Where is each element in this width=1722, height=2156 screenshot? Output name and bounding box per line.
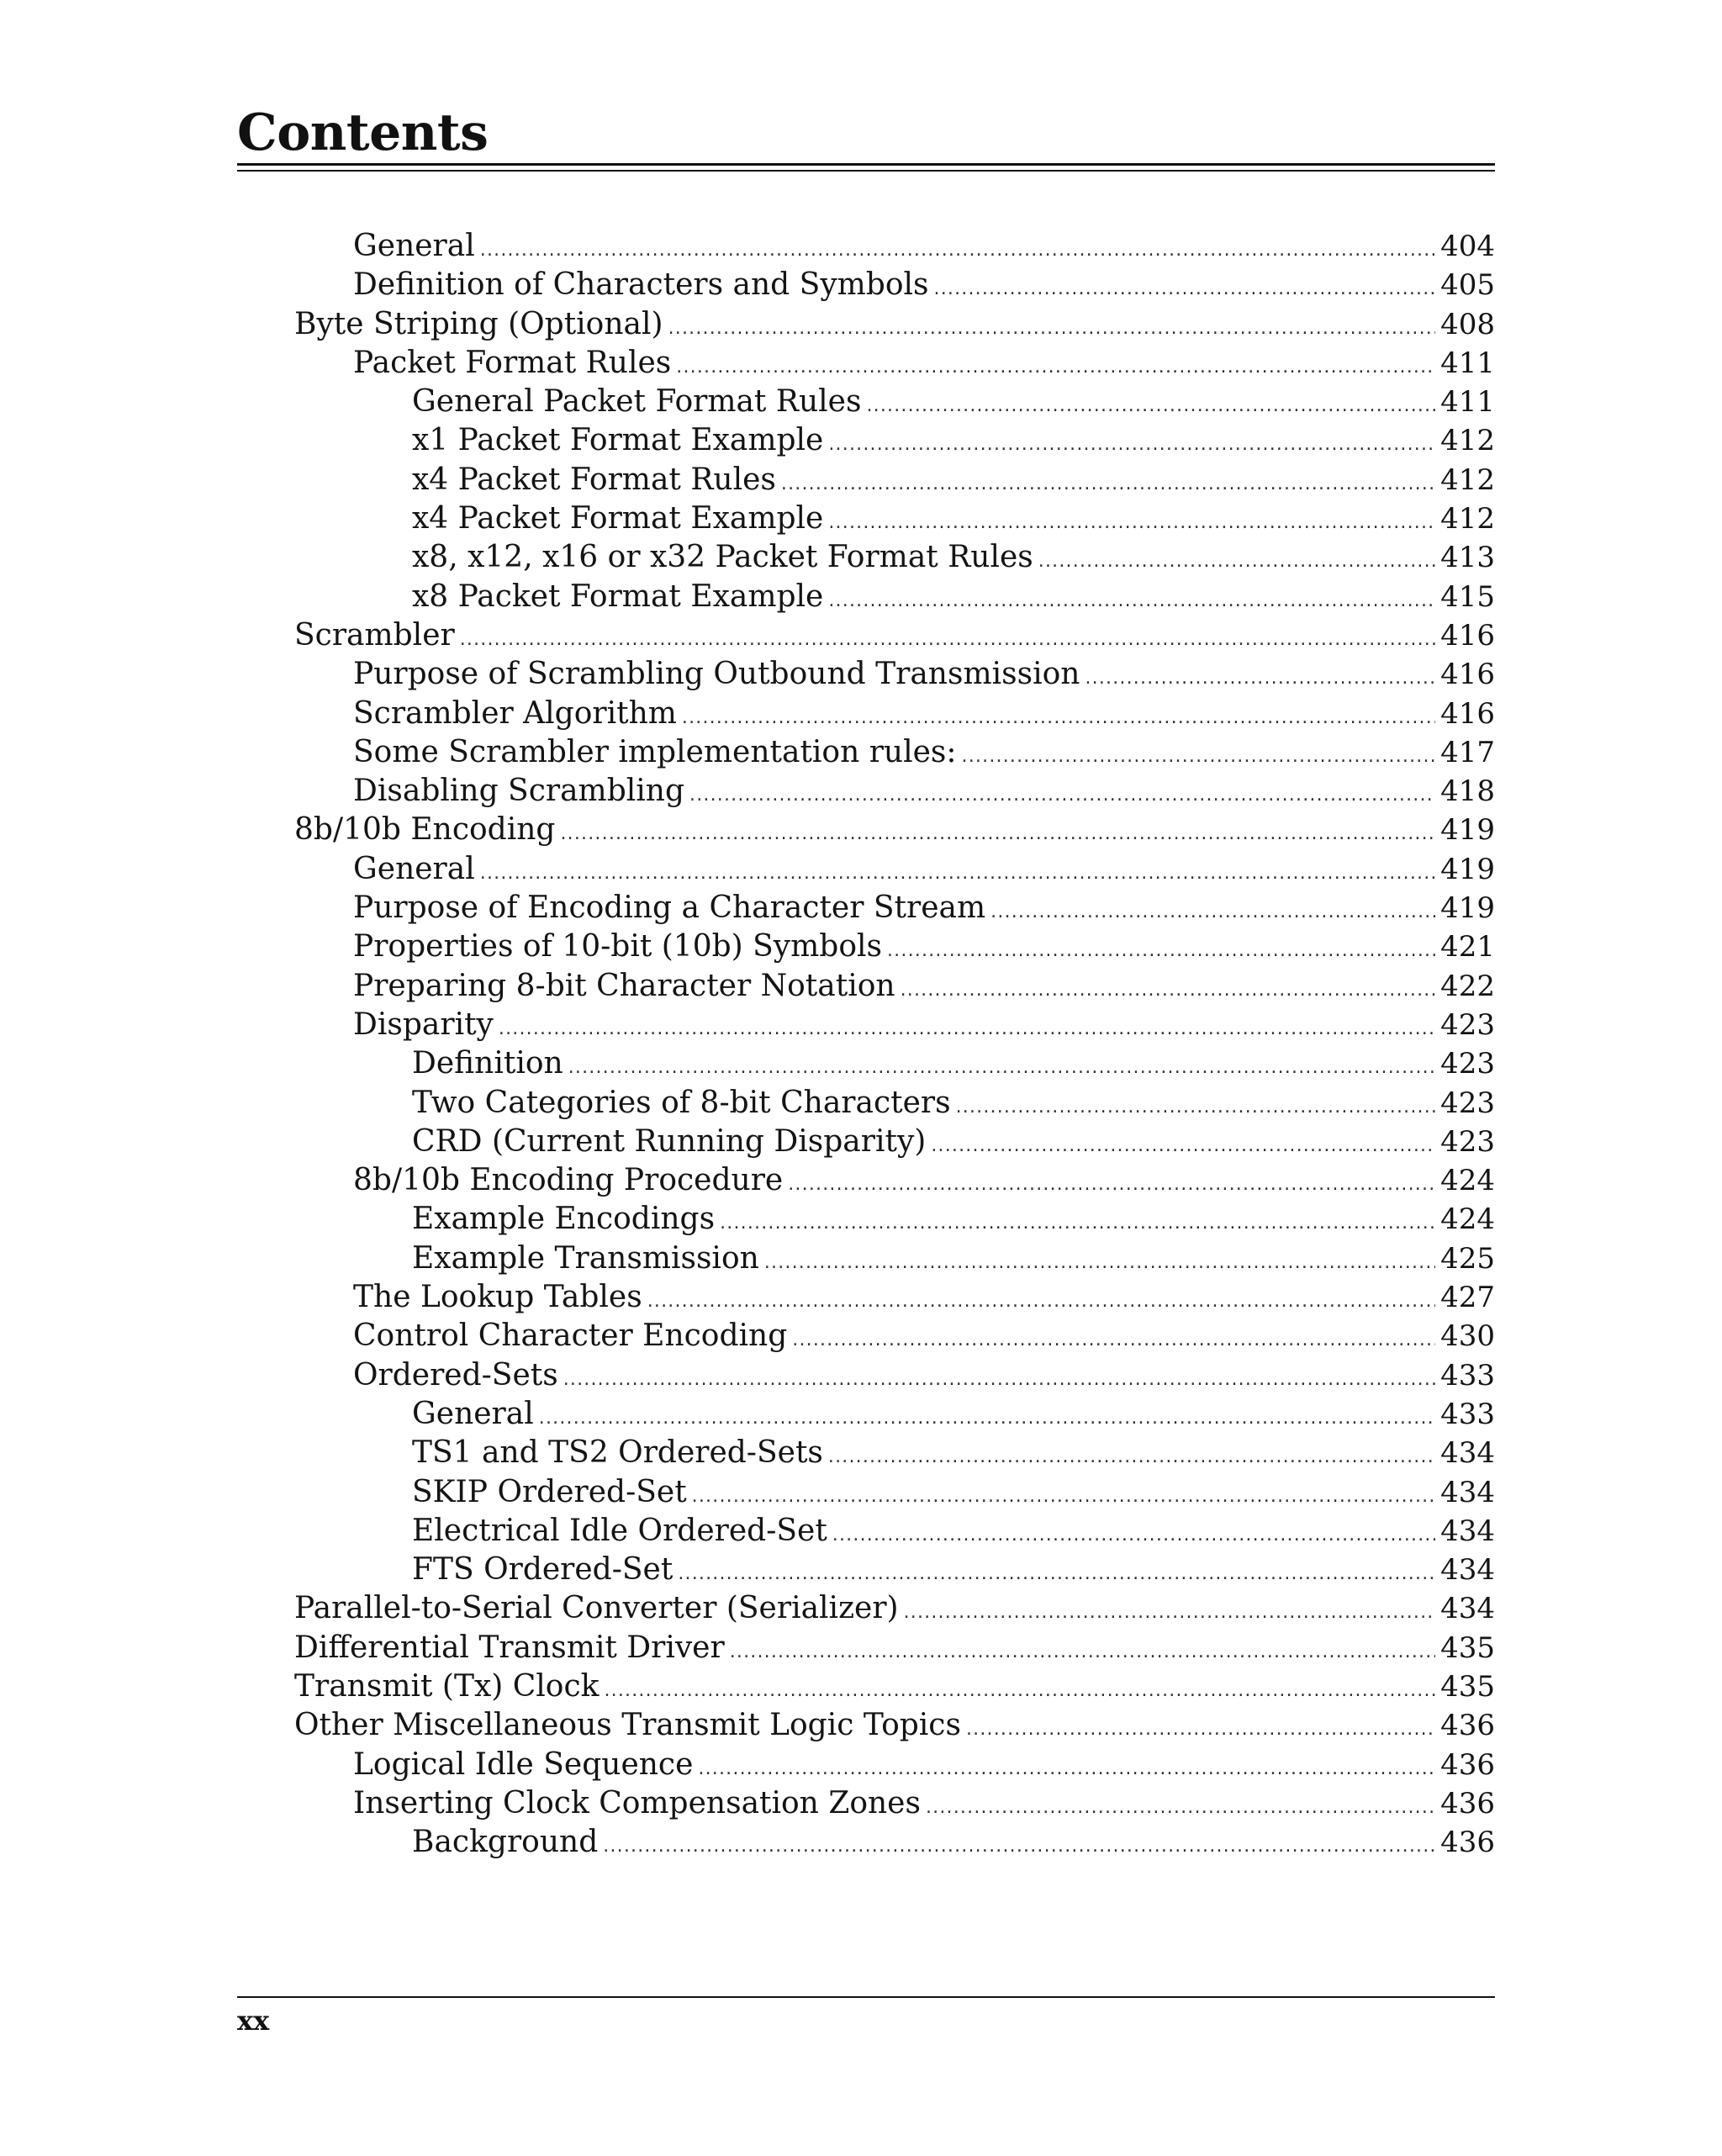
toc-entry[interactable]: [294, 1706, 1495, 1745]
toc-entry[interactable]: [294, 772, 1495, 811]
toc-entry-page: 415: [1440, 579, 1495, 614]
toc-dot-leader: [1085, 659, 1435, 698]
toc-entry-title: Definition of Characters and Symbols: [353, 267, 929, 303]
toc-entry[interactable]: [294, 850, 1495, 889]
toc-entry[interactable]: [294, 927, 1495, 966]
toc-entry[interactable]: [294, 1434, 1495, 1472]
toc-entry-page: 436: [1440, 1786, 1495, 1820]
toc-entry[interactable]: [294, 1161, 1495, 1200]
toc-entry-title: Properties of 10-bit (10b) Symbols: [353, 929, 882, 964]
toc-dot-leader: [956, 1088, 1436, 1127]
toc-entry-page: 423: [1440, 1086, 1495, 1120]
toc-dot-leader: [901, 971, 1436, 1010]
toc-dot-leader: [480, 231, 1435, 270]
toc-entry-page: 435: [1440, 1630, 1495, 1665]
toc-entry[interactable]: [294, 1278, 1495, 1317]
toc-entry[interactable]: [294, 1512, 1495, 1551]
toc-entry-title: FTS Ordered-Set: [412, 1552, 673, 1588]
toc-entry[interactable]: [294, 967, 1495, 1006]
toc-entry[interactable]: [294, 227, 1495, 266]
toc-dot-leader: [781, 465, 1435, 504]
toc-entry[interactable]: [294, 811, 1495, 849]
toc-entry[interactable]: [294, 578, 1495, 616]
toc-dot-leader: [560, 815, 1435, 853]
toc-entry-page: 404: [1440, 230, 1495, 263]
toc-entry-page: 424: [1440, 1202, 1495, 1237]
toc-entry-title: Byte Striping (Optional): [294, 306, 663, 341]
toc-entry-title: Transmit (Tx) Clock: [294, 1668, 600, 1704]
page-title: Contents: [237, 103, 489, 162]
toc-entry[interactable]: [294, 1667, 1495, 1706]
toc-entry-page: 408: [1440, 307, 1495, 341]
toc-entry[interactable]: [294, 344, 1495, 383]
page-number: xx: [237, 2005, 270, 2037]
toc-entry-page: 423: [1440, 1007, 1495, 1042]
toc-entry-title: x8 Packet Format Example: [412, 579, 824, 614]
toc-entry-page: 418: [1440, 774, 1495, 809]
toc-entry-title: Two Categories of 8-bit Characters: [412, 1085, 951, 1120]
toc-entry[interactable]: [294, 889, 1495, 927]
toc-entry-title: TS1 and TS2 Ordered-Sets: [412, 1435, 823, 1471]
toc-entry[interactable]: [294, 1123, 1495, 1161]
toc-dot-leader: [647, 1282, 1435, 1321]
toc-entry[interactable]: [294, 655, 1495, 694]
toc-entry-page: 416: [1440, 696, 1495, 731]
toc-entry-title: Example Encodings: [412, 1202, 716, 1237]
toc-entry-page: 417: [1440, 735, 1495, 769]
toc-dot-leader: [832, 1516, 1435, 1555]
toc-entry-title: Packet Format Rules: [353, 345, 672, 380]
toc-entry-title: Electrical Idle Ordered-Set: [412, 1513, 827, 1548]
toc-entry-page: 419: [1440, 852, 1495, 886]
toc-entry[interactable]: [294, 305, 1495, 344]
toc-dot-leader: [692, 1477, 1435, 1516]
toc-entry[interactable]: [294, 1823, 1495, 1862]
toc-entry[interactable]: [294, 616, 1495, 655]
toc-dot-leader: [926, 1789, 1435, 1827]
toc-entry-title: Inserting Clock Compensation Zones: [353, 1785, 921, 1820]
toc-entry[interactable]: [294, 1589, 1495, 1628]
toc-dot-leader: [1038, 542, 1435, 581]
toc-dot-leader: [689, 776, 1435, 815]
toc-entry-page: 435: [1440, 1669, 1495, 1704]
toc-dot-leader: [698, 1750, 1435, 1789]
toc-dot-leader: [828, 425, 1435, 464]
toc-entry-title: 8b/10b Encoding Procedure: [353, 1163, 784, 1198]
toc-entry-page: 427: [1440, 1281, 1495, 1315]
toc-entry-page: 434: [1440, 1553, 1495, 1588]
toc-entry-title: Definition: [412, 1046, 563, 1081]
toc-entry[interactable]: [294, 461, 1495, 499]
toc-entry-page: 411: [1440, 346, 1495, 380]
toc-dot-leader: [828, 582, 1435, 621]
toc-entry[interactable]: [294, 1044, 1495, 1083]
toc-dot-leader: [676, 348, 1435, 387]
toc-entry-title: General: [353, 851, 475, 886]
toc-entry-title: General: [412, 1396, 534, 1431]
title-rule-thin: [237, 170, 1495, 172]
toc-entry-page: 434: [1440, 1475, 1495, 1509]
toc-entry-title: Disabling Scrambling: [353, 774, 684, 809]
toc-entry-title: Disparity: [353, 1007, 494, 1042]
toc-dot-leader: [499, 1010, 1435, 1049]
toc-entry-title: Purpose of Encoding a Character Stream: [353, 890, 986, 926]
toc-entry-title: Preparing 8-bit Character Notation: [353, 968, 895, 1003]
toc-entry-title: General: [353, 229, 475, 263]
toc-dot-leader: [568, 1049, 1435, 1087]
toc-entry-title: Logical Idle Sequence: [353, 1746, 694, 1782]
toc-entry-title: x1 Packet Format Example: [412, 423, 824, 458]
toc-dot-leader: [720, 1204, 1435, 1243]
toc-entry-title: CRD (Current Running Disparity): [412, 1123, 927, 1159]
toc-entry-title: General Packet Format Rules: [412, 384, 862, 420]
toc-entry-page: 419: [1440, 891, 1495, 926]
toc-dot-leader: [904, 1593, 1436, 1632]
toc-entry[interactable]: [294, 383, 1495, 421]
toc-entry-page: 425: [1440, 1241, 1495, 1276]
toc-dot-leader: [539, 1399, 1435, 1438]
toc-entry-title: x4 Packet Format Example: [412, 501, 824, 536]
toc-entry-page: 416: [1440, 618, 1495, 653]
toc-dot-leader: [730, 1633, 1435, 1672]
toc-dot-leader: [931, 1127, 1435, 1165]
toc-dot-leader: [990, 893, 1435, 932]
toc-dot-leader: [678, 1555, 1435, 1593]
toc-dot-leader: [962, 737, 1436, 776]
toc-entry-page: 412: [1440, 462, 1495, 497]
toc-entry-page: 421: [1440, 930, 1495, 964]
toc-entry-title: Differential Transmit Driver: [294, 1630, 725, 1665]
toc-dot-leader: [563, 1361, 1435, 1399]
toc-dot-leader: [668, 309, 1436, 348]
toc-entry-title: Scrambler: [294, 617, 455, 653]
toc-entry-page: 413: [1440, 541, 1495, 575]
table-of-contents: [294, 227, 1495, 1862]
toc-dot-leader: [866, 387, 1435, 425]
toc-entry-title: Control Character Encoding: [353, 1318, 788, 1354]
toc-entry-title: Purpose of Scrambling Outbound Transmission: [353, 657, 1080, 692]
toc-entry-page: 423: [1440, 1047, 1495, 1081]
toc-entry-title: SKIP Ordered-Set: [412, 1474, 687, 1509]
toc-entry-page: 405: [1440, 268, 1495, 303]
toc-entry[interactable]: [294, 1006, 1495, 1044]
toc-entry-title: 8b/10b Encoding: [294, 812, 556, 848]
toc-entry[interactable]: [294, 1200, 1495, 1239]
toc-entry-page: 436: [1440, 1826, 1495, 1860]
toc-entry[interactable]: [294, 1317, 1495, 1355]
toc-entry[interactable]: [294, 1395, 1495, 1434]
toc-entry[interactable]: [294, 538, 1495, 577]
title-rule-thick: [237, 163, 1495, 166]
toc-dot-leader: [966, 1710, 1435, 1749]
toc-dot-leader: [460, 621, 1435, 659]
toc-dot-leader: [603, 1827, 1435, 1866]
toc-entry-page: 419: [1440, 813, 1495, 848]
toc-entry-page: 423: [1440, 1124, 1495, 1159]
toc-dot-leader: [828, 504, 1435, 542]
toc-entry-title: Scrambler Algorithm: [353, 695, 677, 731]
toc-entry-page: 416: [1440, 658, 1495, 692]
toc-entry-title: Some Scrambler implementation rules:: [353, 734, 957, 769]
toc-entry-title: Example Transmission: [412, 1240, 759, 1276]
toc-dot-leader: [480, 854, 1435, 893]
toc-entry[interactable]: [294, 1746, 1495, 1784]
toc-dot-leader: [934, 270, 1436, 309]
toc-entry-page: 434: [1440, 1514, 1495, 1548]
toc-entry-page: 436: [1440, 1709, 1495, 1743]
toc-entry-page: 412: [1440, 502, 1495, 536]
toc-entry[interactable]: [294, 499, 1495, 538]
toc-entry[interactable]: [294, 1784, 1495, 1823]
toc-entry[interactable]: [294, 695, 1495, 733]
toc-entry-page: 434: [1440, 1592, 1495, 1626]
toc-entry-title: The Lookup Tables: [353, 1280, 642, 1315]
toc-entry[interactable]: [294, 1629, 1495, 1667]
toc-entry-title: Background: [412, 1825, 599, 1860]
toc-entry-title: Ordered-Sets: [353, 1357, 558, 1392]
toc-dot-leader: [682, 699, 1435, 737]
toc-entry-page: 424: [1440, 1164, 1495, 1198]
toc-dot-leader: [828, 1438, 1435, 1477]
toc-entry-page: 433: [1440, 1358, 1495, 1392]
toc-entry-page: 433: [1440, 1397, 1495, 1431]
toc-entry-title: Parallel-to-Serial Converter (Serializer): [294, 1591, 899, 1626]
toc-dot-leader: [788, 1165, 1435, 1204]
toc-entry-title: x8, x12, x16 or x32 Packet Format Rules: [412, 540, 1033, 575]
toc-entry-page: 434: [1440, 1436, 1495, 1471]
toc-entry[interactable]: [294, 1084, 1495, 1123]
toc-entry[interactable]: [294, 1473, 1495, 1512]
toc-entry[interactable]: [294, 1551, 1495, 1589]
toc-entry[interactable]: [294, 1239, 1495, 1278]
footer-rule: [237, 1996, 1495, 1998]
toc-entry-title: Other Miscellaneous Transmit Logic Topics: [294, 1708, 961, 1743]
toc-entry-page: 412: [1440, 424, 1495, 458]
toc-entry[interactable]: [294, 421, 1495, 460]
toc-dot-leader: [604, 1672, 1435, 1710]
toc-entry-title: x4 Packet Format Rules: [412, 462, 776, 497]
toc-entry[interactable]: [294, 1356, 1495, 1395]
toc-entry[interactable]: [294, 733, 1495, 772]
toc-entry-page: 411: [1440, 385, 1495, 420]
toc-dot-leader: [764, 1244, 1435, 1282]
toc-dot-leader: [792, 1321, 1435, 1360]
toc-entry-page: 436: [1440, 1747, 1495, 1782]
toc-entry[interactable]: [294, 266, 1495, 304]
toc-entry-page: 422: [1440, 969, 1495, 1003]
toc-entry-page: 430: [1440, 1319, 1495, 1354]
toc-dot-leader: [887, 932, 1435, 970]
